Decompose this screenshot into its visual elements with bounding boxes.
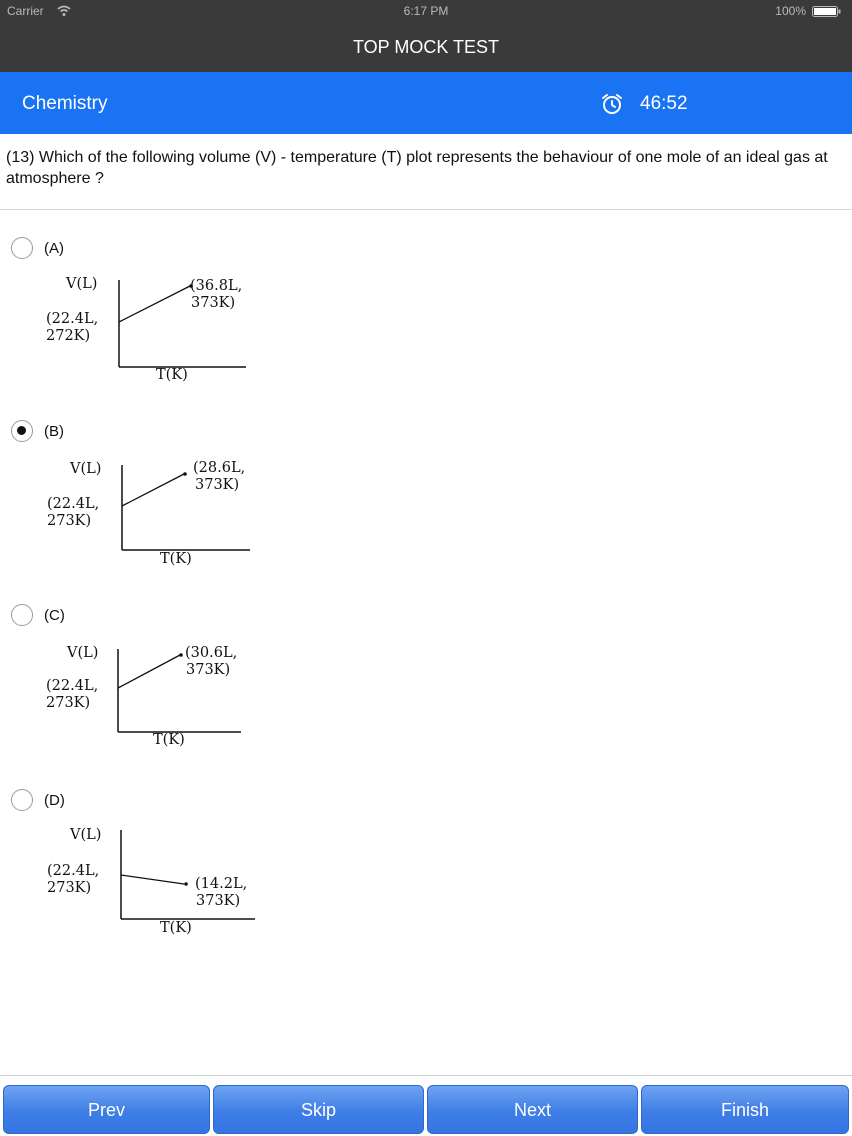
finish-button[interactable]: Finish [641,1085,849,1134]
start-point-volume: (22.4L, [47,863,100,879]
start-point-volume: (22.4L, [46,678,99,694]
end-point-temp: 373K) [191,295,236,311]
battery-percent: 100% [775,4,806,18]
option-d[interactable] [0,782,400,952]
status-time: 6:17 PM [403,4,449,18]
end-point-volume: (30.6L, [185,645,238,661]
option-d-graph [0,782,400,952]
status-bar [0,0,852,22]
battery-icon [812,6,842,17]
start-point-volume: (22.4L, [47,496,100,512]
y-axis-label: V(L) [67,645,99,661]
start-point-temp: 273K) [46,695,91,711]
end-point-volume: (14.2L, [195,876,248,892]
end-point-temp: 373K) [186,662,231,678]
option-c-label: (C) [44,607,65,624]
start-point-volume: (22.4L, [46,311,99,327]
option-a-graph [0,230,400,400]
next-button[interactable]: Next [427,1085,638,1134]
y-axis-label: V(L) [70,461,102,477]
y-axis-label: V(L) [66,276,98,292]
skip-button[interactable]: Skip [213,1085,424,1134]
bottom-nav-bar [0,1075,852,1136]
option-a-label: (A) [44,240,64,257]
start-point-temp: 273K) [47,513,92,529]
option-d-label: (D) [44,792,65,809]
x-axis-label: T(K) [160,551,192,567]
question-text: (13) Which of the following volume (V) - temperature (T) plot represents the behaviour of one mole of an ideal gas at atmosphere ? [6,149,828,187]
option-a[interactable] [0,230,400,400]
option-c-graph [0,597,400,767]
subject-name: Chemistry [22,93,108,114]
end-point-temp: 373K) [195,477,240,493]
carrier-label: Carrier [7,4,44,18]
app-title-bar [0,22,852,72]
page-title: TOP MOCK TEST [352,37,500,57]
option-b[interactable] [0,413,400,583]
question-divider [0,209,852,210]
end-point-volume: (28.6L, [193,460,246,476]
end-point-temp: 373K) [196,893,241,909]
subject-bar [0,72,852,134]
start-point-temp: 272K) [46,328,91,344]
x-axis-label: T(K) [156,367,188,383]
countdown-timer: 46:52 [640,93,688,114]
prev-button[interactable]: Prev [3,1085,210,1134]
end-point-volume: (36.8L, [190,278,243,294]
x-axis-label: T(K) [160,920,192,936]
option-b-graph [0,413,400,583]
y-axis-label: V(L) [70,827,102,843]
alarm-clock-icon [600,92,624,116]
start-point-temp: 273K) [47,880,92,896]
option-c[interactable] [0,597,400,767]
x-axis-label: T(K) [153,732,185,748]
option-b-label: (B) [44,423,64,440]
